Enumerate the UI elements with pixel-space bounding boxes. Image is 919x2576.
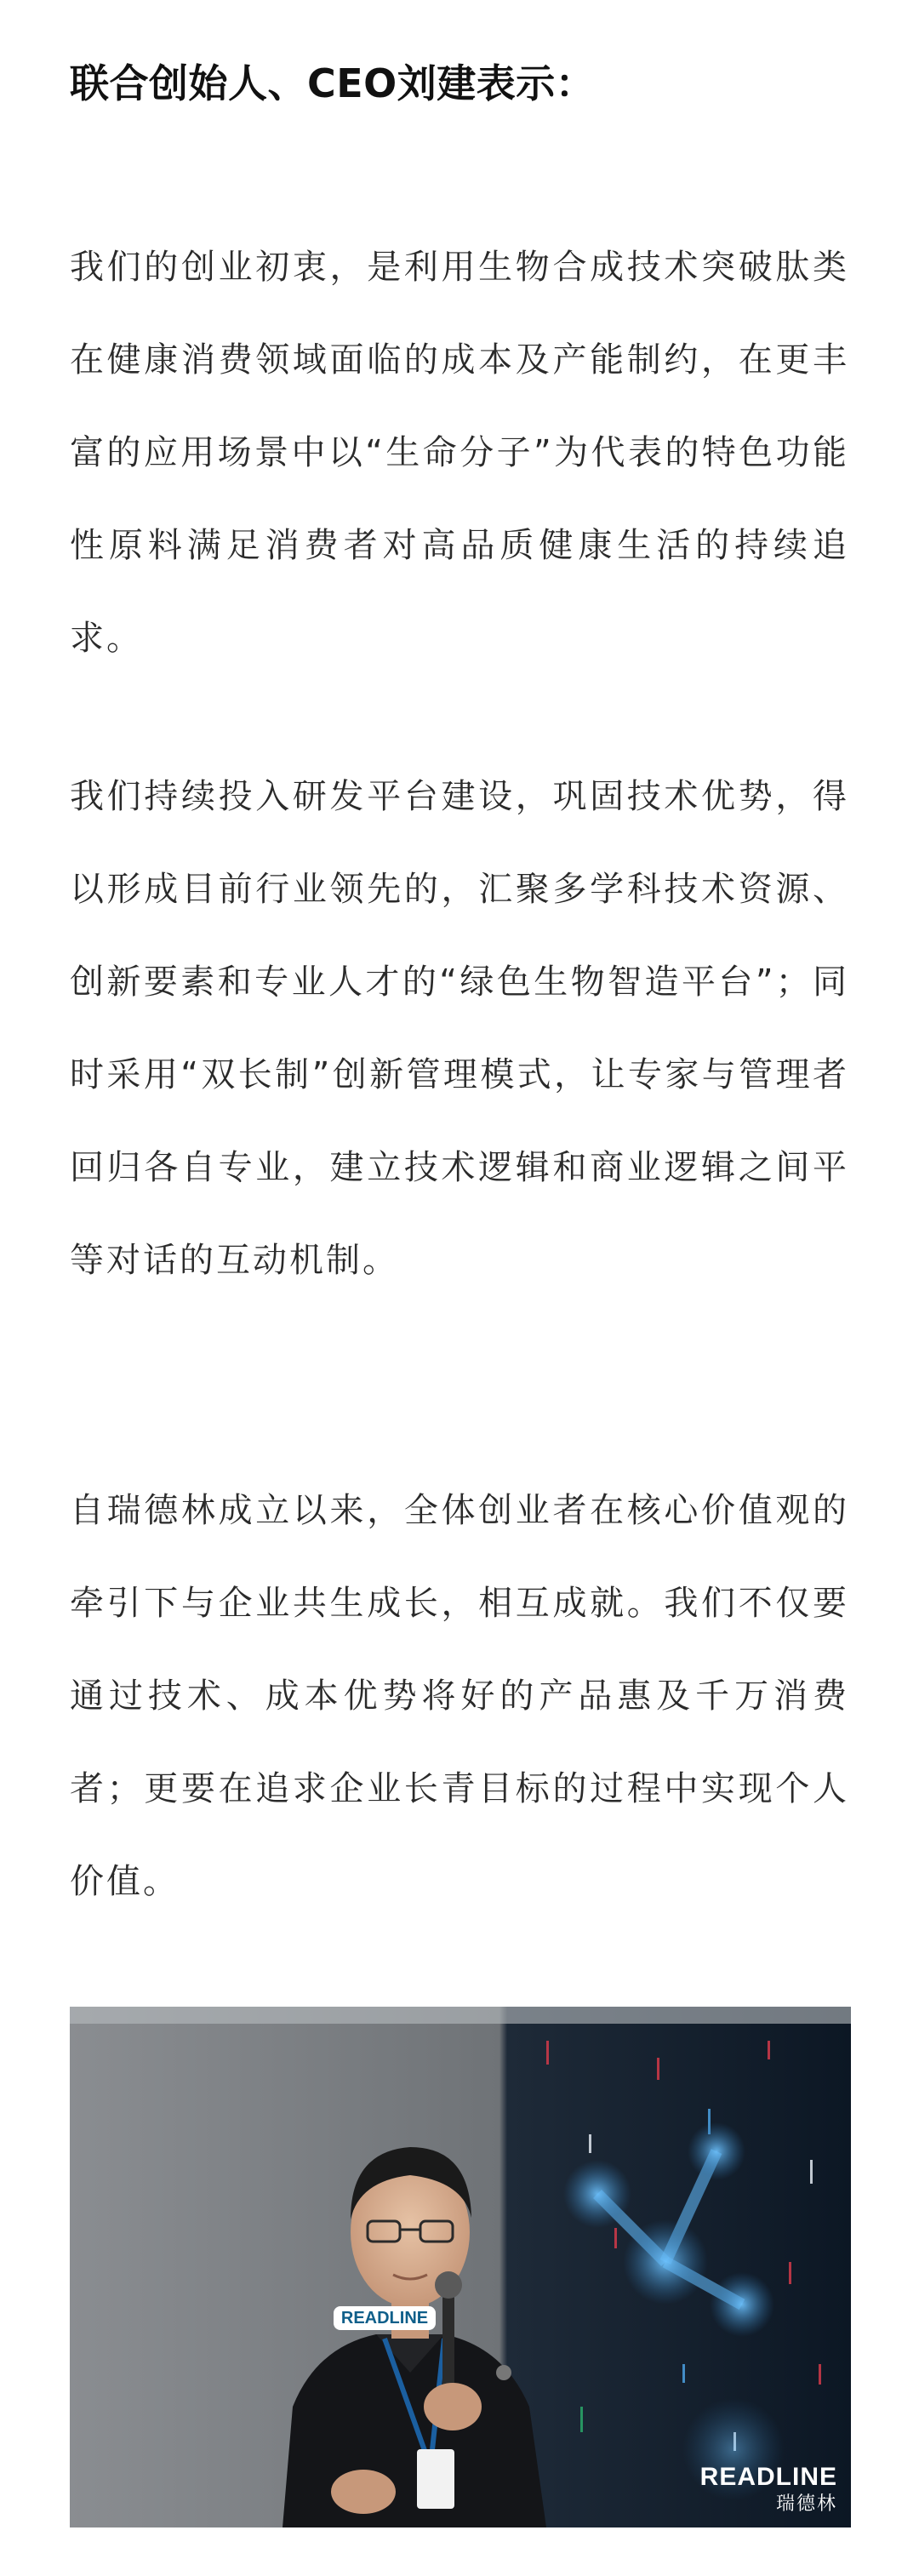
- speaker-photo: [70, 2007, 851, 2527]
- readline-watermark-logo: [700, 2463, 837, 2516]
- paragraph-2: 我们持续投入研发平台建设，巩固技术优势，得以形成目前行业领先的，汇聚多学科技术资源、创新要素和专业人才的“绿色生物智造平台”；同时采用“双长制”创新管理模式，让专家与管理者回归各自专业，建立技术逻辑和商业逻辑之间平等对话的互动机制。: [70, 777, 849, 1280]
- logo-mark: READLINE: [699, 2463, 837, 2491]
- logo-chinese-name: 瑞德林: [775, 2493, 837, 2514]
- microphone-badge-logo: READLINE: [334, 2306, 436, 2330]
- speaker-photo-illustration: [70, 2007, 851, 2527]
- paragraph-1: 我们的创业初衷，是利用生物合成技术突破肽类在健康消费领域面临的成本及产能制约，在更丰富的应用场景中以“生命分子”为代表的特色功能性原料满足消费者对高品质健康生活的持续追求。: [70, 248, 849, 658]
- article-heading: 联合创始人、CEO刘建表示：: [70, 60, 596, 106]
- paragraph-3: 自瑞德林成立以来，全体创业者在核心价值观的牵引下与企业共生成长，相互成就。我们不仅要通过技术、成本优势将好的产品惠及千万消费者；更要在追求企业长青目标的过程中实现个人价值。: [70, 1491, 849, 1901]
